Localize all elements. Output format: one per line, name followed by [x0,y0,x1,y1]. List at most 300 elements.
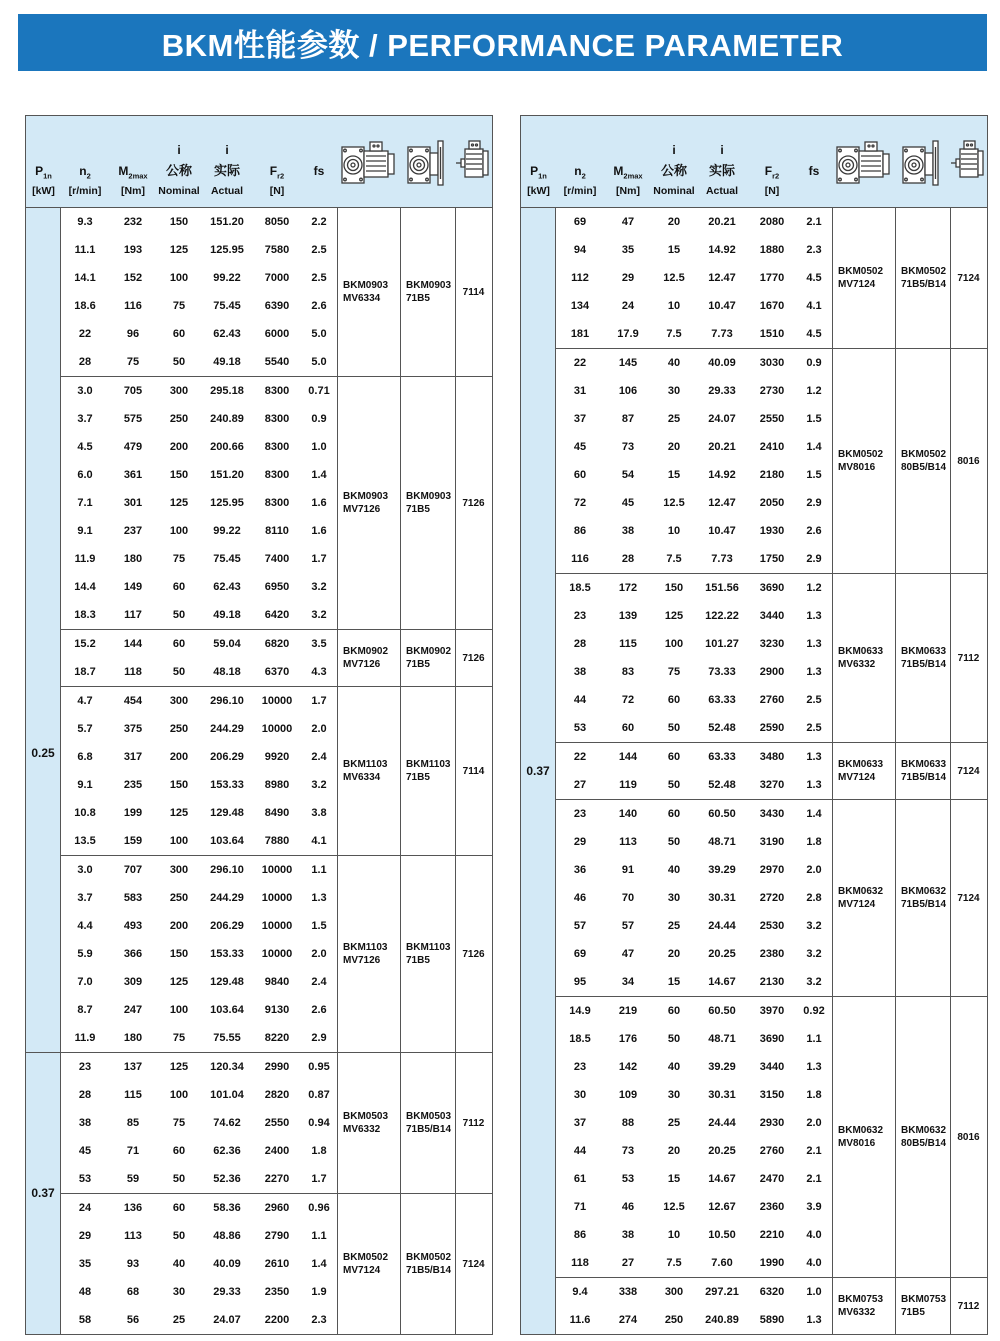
value-cell: 5540 [264,356,290,368]
value-cell: 3.7 [77,413,93,425]
model-b5-cell: BKM0632 80B5/B14 [895,997,950,1277]
value-cell: 125 [169,1061,189,1073]
model-group [556,573,987,742]
value-cell: 2820 [264,1089,290,1101]
table-row [556,292,832,320]
value-cell: 7.0 [77,976,93,988]
value-cell: 8490 [264,807,290,819]
value-cell: 0.71 [308,385,330,397]
table-row [556,602,832,630]
value-cell: 24 [78,1202,92,1214]
value-cell: 45 [621,497,635,509]
group-rows [61,1053,337,1193]
power-segment [26,1052,60,1334]
value-cell: 8300 [264,413,290,425]
value-cell: 2360 [759,1201,785,1213]
table-row [61,630,337,658]
table-row [556,320,832,348]
value-cell: 2990 [264,1061,290,1073]
value-cell: 4.3 [311,666,327,678]
value-cell: 29 [573,836,587,848]
value-cell: 59 [126,1173,140,1185]
value-cell: 1.1 [806,1033,822,1045]
value-cell: 151.56 [705,582,739,594]
power-segment [521,208,555,1334]
table-row [61,799,337,827]
value-cell: 3.2 [806,920,822,932]
value-cell: 28 [573,638,587,650]
value-cell: 10000 [261,864,293,876]
value-cell: 6820 [264,638,290,650]
value-cell: 6.0 [77,469,93,481]
value-cell: 2730 [759,385,785,397]
value-cell: 100 [169,272,189,284]
value-cell: 493 [123,920,143,932]
value-cell: 29.33 [708,385,736,397]
value-cell: 232 [123,216,143,228]
value-cell: 52.48 [708,722,736,734]
value-cell: 176 [618,1033,638,1045]
value-cell: 103.64 [210,835,244,847]
value-cell: 48.86 [213,1230,241,1242]
value-cell: 30 [667,385,681,397]
value-cell: 15 [667,469,681,481]
value-cell: 54 [621,469,635,481]
value-cell: 22 [78,328,92,340]
value-cell: 29 [621,272,635,284]
table-row [556,1278,832,1306]
value-cell: 1.8 [806,836,822,848]
value-cell: 53 [573,722,587,734]
value-cell: 2.5 [311,272,327,284]
model-mv-cell: BKM0502 MV7124 [832,208,895,348]
value-cell: 2080 [759,216,785,228]
value-cell: 116 [124,300,142,312]
value-cell: 20.25 [708,1145,736,1157]
table-row [556,1165,832,1193]
value-cell: 100 [169,1004,189,1016]
table-row [61,236,337,264]
value-cell: 3.2 [806,948,822,960]
value-cell: 46 [573,892,587,904]
value-cell: 60.50 [708,808,736,820]
table-row [61,884,337,912]
model-group [556,996,987,1277]
value-cell: 6370 [264,666,290,678]
value-cell: 57 [573,920,587,932]
model-b5-cell: BKM0502 71B5/B14 [895,208,950,348]
value-cell: 2960 [264,1202,290,1214]
value-cell: 4.5 [806,328,822,340]
value-cell: 60 [573,469,587,481]
table-row [556,517,832,545]
value-cell: 0.87 [308,1089,330,1101]
value-cell: 50 [667,722,681,734]
table-row [61,489,337,517]
value-cell: 1.7 [311,1173,327,1185]
value-cell: 30 [667,892,681,904]
value-cell: 575 [123,413,143,425]
table-row [61,968,337,996]
value-cell: 3190 [759,836,785,848]
value-cell: 17.9 [617,328,639,340]
table-row [61,856,337,884]
model-mv-cell: BKM0902 MV7126 [337,630,400,686]
value-cell: 2.1 [806,1145,822,1157]
value-cell: 136 [123,1202,143,1214]
value-cell: 361 [123,469,143,481]
value-cell: 36 [573,864,587,876]
value-cell: 46 [621,1201,635,1213]
value-cell: 454 [123,695,143,707]
value-cell: 9.1 [77,525,93,537]
value-cell: 25 [667,1117,681,1129]
value-cell: 6320 [759,1286,785,1298]
value-cell: 40 [667,357,681,369]
table-row [61,687,337,715]
value-cell: 200.66 [210,441,244,453]
table-row [556,940,832,968]
table-row [61,940,337,968]
model-mv-cell: BKM0903 MV7126 [337,377,400,629]
value-cell: 119 [619,779,637,791]
value-cell: 3270 [759,779,785,791]
value-cell: 2.3 [806,244,822,256]
value-cell: 2.2 [311,216,327,228]
value-cell: 60 [667,808,681,820]
value-cell: 10 [667,1229,681,1241]
value-cell: 159 [123,835,143,847]
table-row [61,208,337,236]
value-cell: 1.8 [311,1145,327,1157]
model-b5-cell: BKM0632 71B5/B14 [895,800,950,996]
value-cell: 24.44 [708,920,736,932]
value-cell: 3230 [759,638,785,650]
value-cell: 60 [667,751,681,763]
value-cell: 2530 [759,920,785,932]
value-cell: 200 [169,751,189,763]
value-cell: 37 [573,1117,587,1129]
value-cell: 3.0 [77,864,93,876]
value-cell: 6.8 [77,751,93,763]
model-group [556,208,987,348]
table-row [556,377,832,405]
model-mv-cell: BKM0503 MV6332 [337,1053,400,1193]
value-cell: 20.25 [708,948,736,960]
value-cell: 75 [126,356,140,368]
value-cell: 8300 [264,469,290,481]
table-row [61,1024,337,1052]
value-cell: 11.1 [74,244,96,256]
value-cell: 375 [123,723,143,735]
model-group [61,1193,492,1334]
value-cell: 140 [618,808,638,820]
value-cell: 45 [78,1145,92,1157]
value-cell: 60 [172,1202,186,1214]
value-cell: 44 [573,694,587,706]
motor-frame-cell: 7126 [455,856,491,1052]
value-cell: 2400 [264,1145,290,1157]
model-b5-cell: BKM0633 71B5/B14 [895,574,950,742]
value-cell: 244.29 [210,723,244,735]
value-cell: 38 [621,525,635,537]
value-cell: 8050 [264,216,290,228]
col-header-service-factor: fs [313,164,325,178]
model-b5-cell: BKM1103 71B5 [400,687,455,855]
worm-gearmotor-icon [337,116,400,207]
value-cell: 309 [123,976,143,988]
value-cell: 2.9 [311,1032,327,1044]
value-cell: 0.95 [308,1061,330,1073]
value-cell: 29.33 [213,1286,241,1298]
value-cell: 153.33 [210,948,244,960]
value-cell: 125 [169,497,189,509]
value-cell: 237 [123,525,143,537]
motor-frame-cell: 7126 [455,630,491,686]
value-cell: 9840 [264,976,290,988]
value-cell: 4.0 [806,1229,822,1241]
value-cell: 85 [126,1117,140,1129]
value-cell: 99.22 [213,525,241,537]
value-cell: 100 [169,835,189,847]
group-rows [61,687,337,855]
value-cell: 5890 [759,1314,785,1326]
value-cell: 2.4 [311,751,327,763]
value-cell: 7.1 [77,497,93,509]
value-cell: 145 [618,357,638,369]
value-cell: 101.27 [705,638,739,650]
value-cell: 56 [126,1314,140,1326]
value-cell: 113 [124,1230,142,1242]
value-cell: 338 [618,1286,638,1298]
value-cell: 24.07 [708,413,736,425]
value-cell: 75.45 [213,553,241,565]
value-cell: 20 [667,1145,681,1157]
value-cell: 116 [571,553,589,565]
value-cell: 2760 [759,694,785,706]
value-cell: 30 [573,1089,587,1101]
value-cell: 20 [667,441,681,453]
model-mv-cell: BKM0903 MV6334 [337,208,400,376]
value-cell: 8.7 [77,1004,93,1016]
value-cell: 1.3 [806,1314,822,1326]
value-cell: 1.5 [806,413,822,425]
value-cell: 62.43 [213,581,241,593]
value-cell: 44 [573,1145,587,1157]
table-row [556,912,832,940]
value-cell: 7000 [264,272,290,284]
value-cell: 31 [573,385,587,397]
value-cell: 1.3 [806,751,822,763]
value-cell: 2180 [759,469,785,481]
value-cell: 101.04 [210,1089,244,1101]
value-cell: 3030 [759,357,785,369]
group-rows [556,743,832,799]
value-cell: 296.10 [210,695,244,707]
value-cell: 1.2 [806,385,822,397]
table-row [556,1221,832,1249]
value-cell: 99.22 [213,272,241,284]
value-cell: 10000 [261,920,293,932]
table-row [61,1137,337,1165]
value-cell: 72 [573,497,587,509]
model-group [556,742,987,799]
value-cell: 4.0 [806,1257,822,1269]
table-row [61,996,337,1024]
value-cell: 71 [573,1201,587,1213]
power-segment [26,208,60,1052]
value-cell: 2610 [264,1258,290,1270]
value-cell: 9.4 [572,1286,588,1298]
value-cell: 707 [123,864,143,876]
value-cell: 24.07 [213,1314,241,1326]
motor-frame-cell: 7112 [950,1278,986,1334]
row-groups [61,208,492,1334]
value-cell: 12.67 [708,1201,736,1213]
table-header [26,116,492,208]
value-cell: 1.8 [806,1089,822,1101]
motor-frame-cell: 8016 [950,997,986,1277]
col-header-radial-load: $F_{r2}$ [N] [764,164,780,197]
table-row [556,771,832,799]
table-body [521,208,987,1334]
value-cell: 3.5 [311,638,327,650]
value-cell: 71 [126,1145,140,1157]
value-cell: 12.47 [708,497,736,509]
table-header [521,116,987,208]
value-cell: 40 [667,1061,681,1073]
model-b5-cell: BKM0902 71B5 [400,630,455,686]
value-cell: 125 [169,244,189,256]
value-cell: 18.3 [74,609,96,621]
value-cell: 49.18 [213,356,241,368]
power-column [26,208,61,1334]
motor-icon [455,116,491,207]
value-cell: 2350 [264,1286,290,1298]
value-cell: 9.1 [77,779,93,791]
value-cell: 15 [667,976,681,988]
value-cell: 118 [571,1257,589,1269]
value-cell: 2.6 [806,525,822,537]
value-cell: 583 [123,892,143,904]
value-cell: 1.5 [311,920,327,932]
value-cell: 0.92 [803,1005,825,1017]
value-cell: 24.44 [708,1117,736,1129]
value-cell: 3970 [759,1005,785,1017]
value-cell: 7880 [264,835,290,847]
model-group [61,629,492,686]
value-cell: 0.96 [308,1202,330,1214]
power-value: 0.37 [526,764,550,778]
table-row [61,377,337,405]
value-cell: 2970 [759,864,785,876]
value-cell: 3.0 [77,385,93,397]
value-cell: 3.9 [806,1201,822,1213]
value-cell: 30.31 [708,1089,736,1101]
value-cell: 70 [621,892,635,904]
table-row [61,1306,337,1334]
table-row [61,601,337,629]
value-cell: 52.48 [708,779,736,791]
motor-icon [950,116,986,207]
value-cell: 2.1 [806,216,822,228]
value-cell: 50 [172,1230,186,1242]
value-cell: 9920 [264,751,290,763]
model-group [61,686,492,855]
value-cell: 106 [618,385,638,397]
value-cell: 1.4 [311,1258,327,1270]
value-cell: 2550 [264,1117,290,1129]
value-cell: 63.33 [708,694,736,706]
value-cell: 295.18 [210,385,244,397]
value-cell: 2.0 [806,864,822,876]
value-cell: 4.1 [806,300,822,312]
value-cell: 1.6 [311,497,327,509]
table-row [61,658,337,686]
value-cell: 60 [172,1145,186,1157]
value-cell: 139 [618,610,638,622]
value-cell: 25 [667,920,681,932]
model-group [556,1277,987,1334]
table-row [61,743,337,771]
value-cell: 73.33 [708,666,736,678]
col-header-ratio-actual: i 实际 Actual [705,143,739,197]
value-cell: 37 [573,413,587,425]
table-row [61,1109,337,1137]
value-cell: 152 [123,272,143,284]
value-cell: 10.47 [708,300,736,312]
value-cell: 1510 [759,328,785,340]
value-cell: 73 [621,1145,635,1157]
value-cell: 14.67 [708,976,736,988]
table-row [556,630,832,658]
col-header-speed: $n_2$ [r/min] [563,164,597,197]
value-cell: 29 [78,1230,92,1242]
value-cell: 28 [78,1089,92,1101]
model-b5-cell: BKM0753 71B5 [895,1278,950,1334]
value-cell: 479 [123,441,143,453]
model-b5-cell: BKM0903 71B5 [400,377,455,629]
table-row [61,1165,337,1193]
value-cell: 300 [664,1286,684,1298]
value-cell: 200 [169,441,189,453]
value-cell: 12.5 [663,272,685,284]
model-group [61,1052,492,1193]
value-cell: 115 [124,1089,142,1101]
model-mv-cell: BKM1103 MV7126 [337,856,400,1052]
value-cell: 23 [573,1061,587,1073]
value-cell: 1930 [759,525,785,537]
value-cell: 150 [169,216,189,228]
model-b5-cell: BKM0502 71B5/B14 [400,1194,455,1334]
power-column [521,208,556,1334]
group-rows [556,800,832,996]
value-cell: 62.43 [213,328,241,340]
value-cell: 58.36 [213,1202,241,1214]
worm-gearmotor-icon [832,116,895,207]
value-cell: 75 [172,1117,186,1129]
value-cell: 109 [618,1089,638,1101]
col-header-ratio-nominal: i 公称 Nominal [653,143,695,197]
col-header-ratio-actual: i 实际 Actual [210,143,244,197]
value-cell: 9.3 [77,216,93,228]
value-cell: 219 [618,1005,638,1017]
value-cell: 30 [172,1286,186,1298]
value-cell: 18.6 [74,300,96,312]
value-cell: 35 [621,244,635,256]
value-cell: 2380 [759,948,785,960]
value-cell: 23 [78,1061,92,1073]
